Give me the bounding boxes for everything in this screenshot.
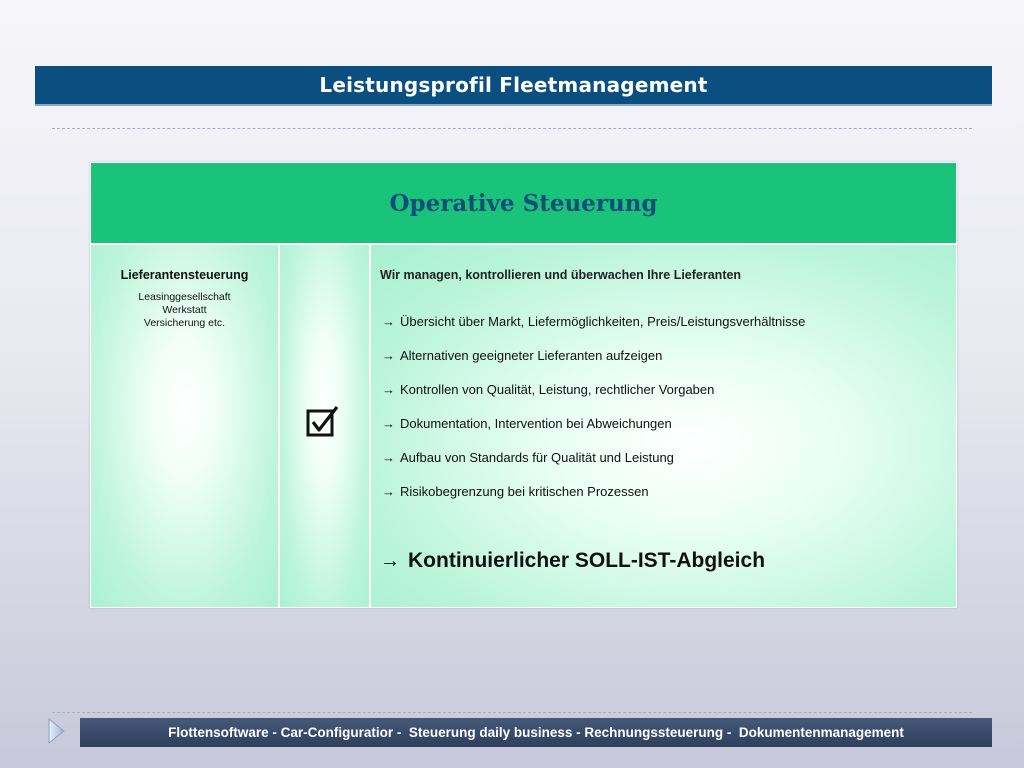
list-item: → Alternativen geeigneter Lieferanten aufzeigen bbox=[382, 348, 663, 363]
arrow-right-icon: → bbox=[382, 484, 395, 499]
list-item: → Dokumentation, Intervention bei Abweichungen bbox=[382, 416, 672, 431]
check-cell bbox=[280, 245, 369, 607]
arrow-right-icon: → bbox=[380, 550, 400, 572]
supplier-cell bbox=[91, 245, 278, 607]
arrow-right-icon: → bbox=[382, 314, 395, 329]
supplier-item: Werkstatt bbox=[162, 304, 207, 316]
card-header-title: Operative Steuerung bbox=[389, 189, 658, 217]
list-item: → Kontrollen von Qualität, Leistung, rechtlicher Vorgaben bbox=[382, 382, 715, 397]
checked-checkbox-icon bbox=[306, 405, 340, 439]
divider-top bbox=[52, 128, 972, 129]
arrow-right-icon: → bbox=[382, 348, 395, 363]
service-card bbox=[90, 162, 957, 608]
supplier-item: Versicherung etc. bbox=[143, 317, 226, 329]
list-item: → Übersicht über Markt, Liefermöglichkeiten, Preis/Leistungsverhältnisse bbox=[382, 314, 806, 329]
description-cell bbox=[371, 245, 956, 607]
arrow-right-icon: → bbox=[382, 382, 395, 397]
supplier-items bbox=[91, 291, 278, 330]
card-header bbox=[91, 163, 956, 243]
triangle-right-icon[interactable] bbox=[46, 716, 66, 746]
footer-links[interactable]: Flottensoftware - Car-Configuratior - Steuerung daily business - Rechnungssteuerung - Dokumentenmanagement bbox=[168, 725, 904, 740]
bullet-list bbox=[382, 313, 805, 517]
intro-text: Wir managen, kontrollieren und überwachen Ihre Lieferanten bbox=[380, 268, 742, 282]
arrow-right-icon: → bbox=[382, 450, 395, 465]
divider-bottom bbox=[52, 712, 972, 713]
page-title: Leistungsprofil Fleetmanagement bbox=[319, 73, 708, 97]
supplier-title: Lieferantensteuerung bbox=[120, 268, 249, 282]
footer-nav-bar bbox=[80, 718, 992, 747]
supplier-item: Leasinggesellschaft bbox=[138, 291, 231, 303]
list-item: → Aufbau von Standards für Qualität und Leistung bbox=[382, 450, 674, 465]
key-statement: → Kontinuierlicher SOLL-IST-Abgleich bbox=[380, 549, 766, 572]
arrow-right-icon: → bbox=[382, 416, 395, 431]
title-bar bbox=[35, 66, 992, 106]
list-item: → Risikobegrenzung bei kritischen Prozessen bbox=[382, 484, 649, 499]
